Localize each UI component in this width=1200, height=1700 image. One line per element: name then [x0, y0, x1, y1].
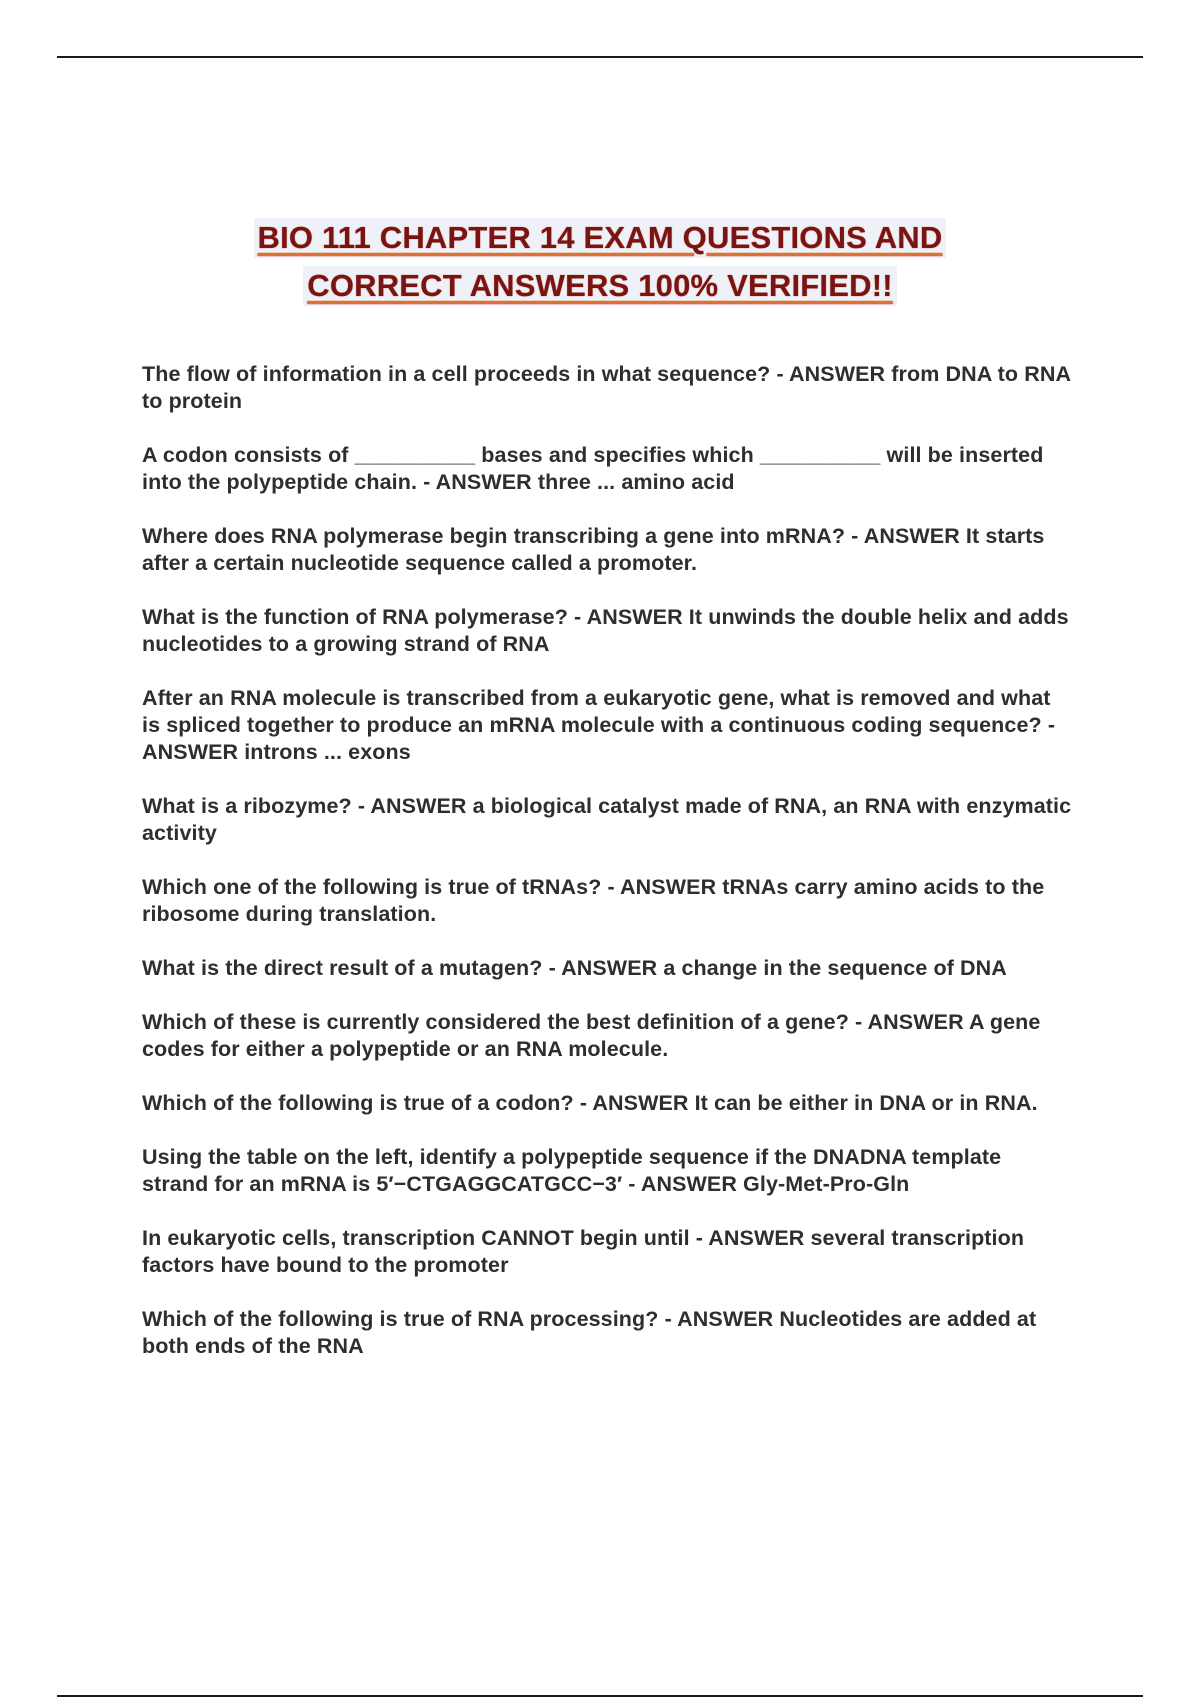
qa-item: What is the function of RNA polymerase? - ANSWER It unwinds the double helix and adds nucleotides to a growing strand of RNA [142, 605, 1069, 656]
qa-item: Using the table on the left, identify a polypeptide sequence if the DNADNA template strand for an mRNA is 5′−CTGAGGCATGCC−3′ - ANSWER Gly-Met-Pro-Gln [142, 1145, 1002, 1196]
qa-item: After an RNA molecule is transcribed from a eukaryotic gene, what is removed and what is spliced together to produce an mRNA molecule with a continuous coding sequence? - ANSWER introns ... exons [142, 686, 1056, 764]
qa-item: What is the direct result of a mutagen? - ANSWER a change in the sequence of DNA [142, 956, 1007, 980]
qa-item: Which of the following is true of RNA processing? - ANSWER Nucleotides are added at both ends of the RNA [142, 1307, 1037, 1358]
qa-item: In eukaryotic cells, transcription CANNOT begin until - ANSWER several transcription factors have bound to the promoter [142, 1226, 1025, 1277]
bottom-rule [57, 1695, 1143, 1697]
qa-item: What is a ribozyme? - ANSWER a biological catalyst made of RNA, an RNA with enzymatic activity [142, 794, 1072, 845]
document-title [0, 214, 1200, 310]
qa-item: Which of the following is true of a codon? - ANSWER It can be either in DNA or in RNA. [142, 1091, 1038, 1115]
title-line-2: CORRECT ANSWERS 100% VERIFIED!! [303, 266, 897, 306]
qa-item: Which one of the following is true of tRNAs? - ANSWER tRNAs carry amino acids to the ribosome during translation. [142, 875, 1045, 926]
top-rule [57, 56, 1143, 58]
qa-list [142, 361, 1072, 1387]
qa-item: The flow of information in a cell proceeds in what sequence? - ANSWER from DNA to RNA to protein [142, 362, 1071, 413]
title-line-1: BIO 111 CHAPTER 14 EXAM QUESTIONS AND [254, 218, 947, 258]
qa-item: Where does RNA polymerase begin transcribing a gene into mRNA? - ANSWER It starts after a certain nucleotide sequence called a promoter. [142, 524, 1045, 575]
qa-item: Which of these is currently considered the best definition of a gene? - ANSWER A gene codes for either a polypeptide or an RNA molecule. [142, 1010, 1041, 1061]
qa-item: A codon consists of __________ bases and specifies which __________ will be inserted into the polypeptide chain. - ANSWER three ... amino acid [142, 443, 1044, 494]
